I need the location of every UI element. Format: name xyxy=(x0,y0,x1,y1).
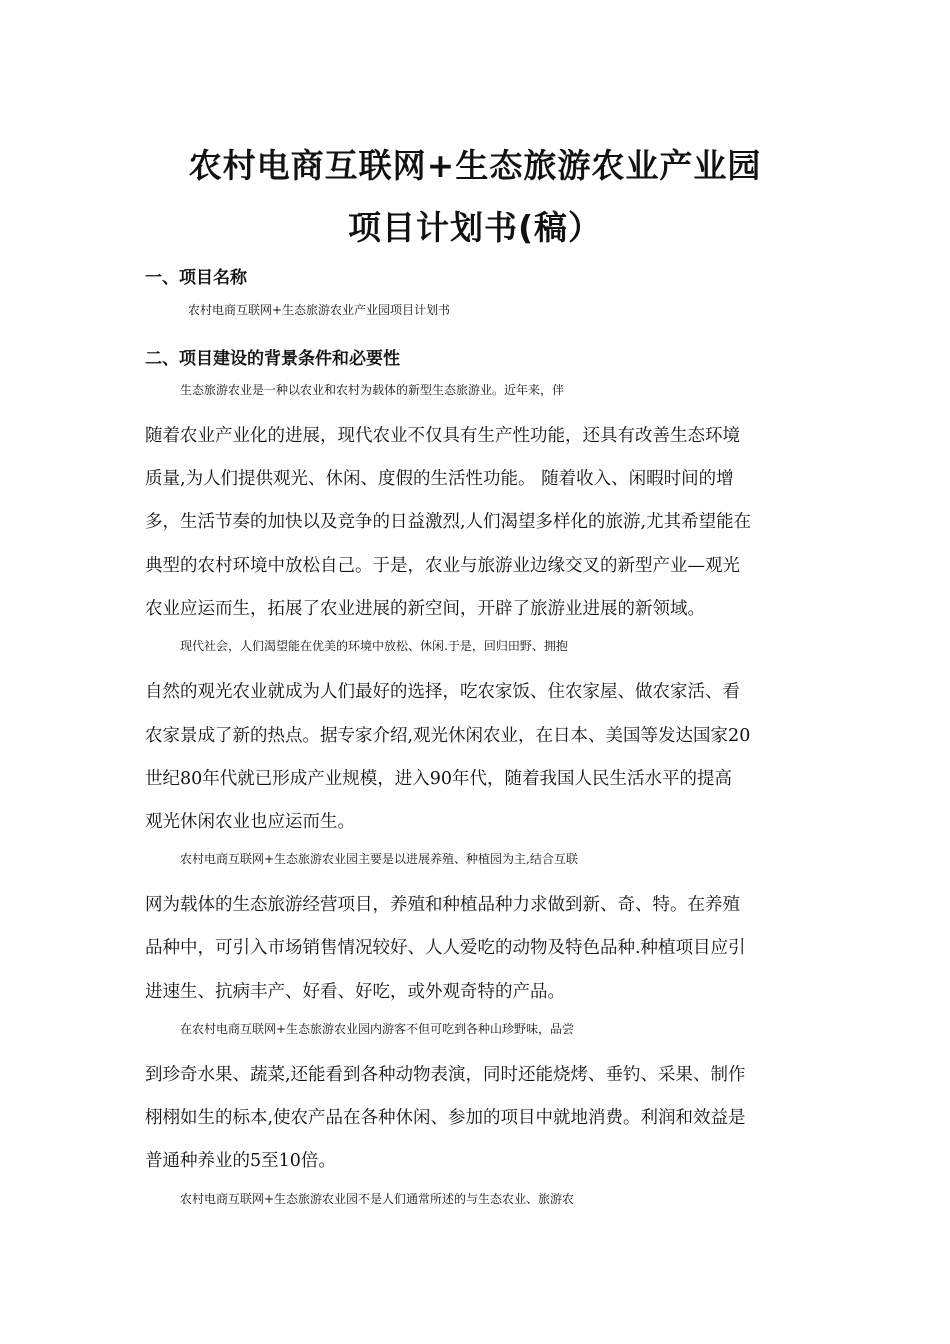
body-line: 普通种养业的5至10倍。 xyxy=(145,1151,336,1171)
document-title-line-1: 农村电商互联网+生态旅游农业产业园 xyxy=(188,146,762,185)
body-line: 自然的观光农业就成为人们最好的选择，吃农家饭、住农家屋、做农家活、看 xyxy=(145,682,740,702)
section-heading-background: 二、项目建设的背景条件和必要性 xyxy=(145,349,400,369)
section-heading-project-name: 一、项目名称 xyxy=(145,268,247,288)
body-line: 世纪80年代就已形成产业规模，进入90年代，随着我国人民生活水平的提高 xyxy=(145,769,733,789)
body-line: 现代社会，人们渴望能在优美的环境中放松、休闲.于是，回归田野、拥抱 xyxy=(180,639,568,653)
body-line: 多，生活节奏的加快以及竞争的日益激烈,人们渴望多样化的旅游,尤其希望能在 xyxy=(145,512,752,532)
body-line: 农村电商互联网+生态旅游农业园主要是以进展养殖、种植园为主,结合互联 xyxy=(180,852,578,866)
body-line: 典型的农村环境中放松自己。于是，农业与旅游业边缘交叉的新型产业—观光 xyxy=(145,556,740,576)
body-line: 在农村电商互联网+生态旅游农业园内游客不但可吃到各种山珍野味，品尝 xyxy=(180,1022,575,1036)
body-line: 品种中，可引入市场销售情况较好、人人爱吃的动物及特色品种.种植项目应引 xyxy=(145,938,746,958)
body-line: 到珍奇水果、蔬菜,还能看到各种动物表演，同时还能烧烤、垂钓、采果、制作 xyxy=(145,1065,746,1085)
body-line: 进速生、抗病丰产、好看、好吃，或外观奇特的产品。 xyxy=(145,982,565,1002)
body-line: 农村电商互联网+生态旅游农业园不是人们通常所述的与生态农业、旅游农 xyxy=(180,1192,575,1206)
body-line: 网为载体的生态旅游经营项目，养殖和种植品种力求做到新、奇、特。在养殖 xyxy=(145,895,740,915)
body-line: 农家景成了新的热点。据专家介绍,观光休闲农业，在日本、美国等发达国家20 xyxy=(145,726,751,746)
body-line: 栩栩如生的标本,使农产品在各种休闲、参加的项目中就地消费。利润和效益是 xyxy=(145,1108,746,1128)
body-line: 质量,为人们提供观光、休闲、度假的生活性功能。 随着收入、闲暇时间的增 xyxy=(145,469,734,489)
body-line: 农业应运而生，拓展了农业进展的新空间，开辟了旅游业进展的新领域。 xyxy=(145,599,705,619)
body-line: 观光休闲农业也应运而生。 xyxy=(145,812,355,832)
body-line: 生态旅游农业是一种以农业和农村为载体的新型生态旅游业。近年来，伴 xyxy=(180,383,565,397)
document-title-line-2: 项目计划书(稿） xyxy=(347,208,603,247)
body-line: 随着农业产业化的进展，现代农业不仅具有生产性功能，还具有改善生态环境 xyxy=(145,426,740,446)
project-name-text: 农村电商互联网+生态旅游农业产业园项目计划书 xyxy=(188,303,451,317)
